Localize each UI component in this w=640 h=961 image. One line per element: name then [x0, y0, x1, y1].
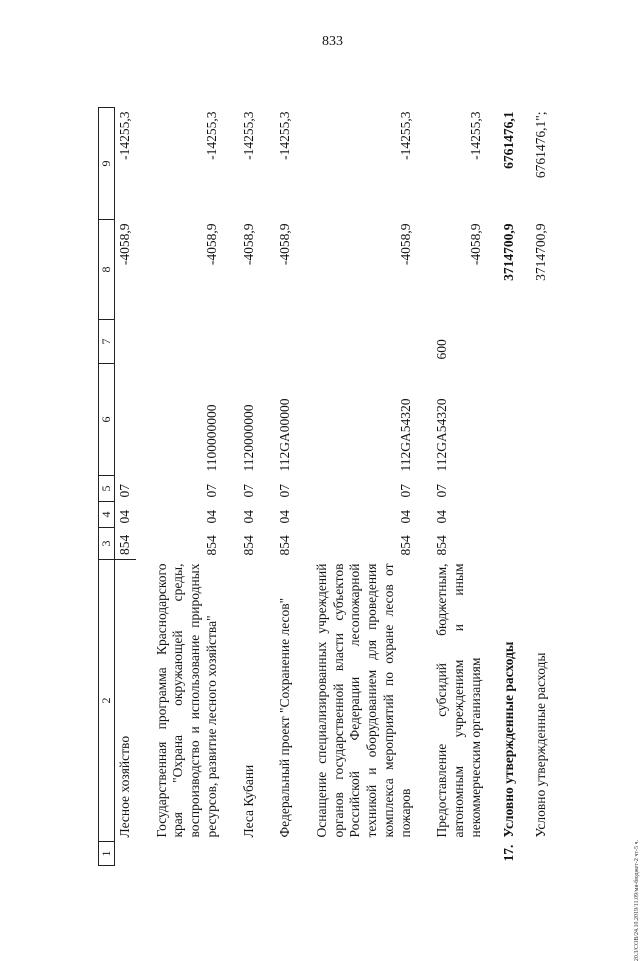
cell-c7	[114, 320, 135, 364]
table-row	[312, 108, 416, 866]
cell-c8: -4058,9	[203, 223, 219, 266]
cell-c4: 04	[277, 510, 293, 524]
row-name: Федеральный проект "Сохранение лесов"	[277, 597, 293, 838]
cell-c5: 07	[277, 484, 293, 498]
cell-c3: 854	[203, 535, 219, 556]
row-name: Предоставление субсидий бюджетным, автономным учреждениям и иным некоммерческим организациям	[434, 563, 483, 838]
page-number: 833	[322, 34, 343, 49]
cell-c7	[239, 320, 260, 364]
row-name: Условно утвержденные расходы	[533, 652, 549, 838]
cell-c5	[531, 476, 552, 502]
table-row	[239, 108, 260, 866]
cell-c4: 04	[397, 510, 413, 524]
cell-c8: -4058,9	[467, 223, 483, 266]
cell-c9: 6761476,1	[500, 111, 516, 169]
cell-c8: -4058,9	[397, 223, 413, 266]
cell-c3: 854	[240, 535, 256, 556]
cell-c6: 112GA00000	[277, 398, 293, 472]
cell-c8: -4058,9	[240, 223, 256, 266]
cell-c3: 854	[114, 528, 135, 560]
cell-c3	[531, 528, 552, 560]
cell-c9: -14255,3	[277, 111, 293, 160]
row-number	[239, 842, 260, 866]
cell-c6: 112GA54320	[434, 398, 450, 472]
row-name: Условно утвержденные расходы	[500, 641, 516, 838]
header-cell: 2	[99, 560, 115, 842]
header-cell: 6	[99, 364, 115, 476]
table-row	[531, 108, 552, 866]
cell-c8: 3714700,9	[500, 223, 516, 281]
cell-c4: 04	[434, 510, 450, 524]
cell-c6	[531, 364, 552, 476]
header-cell: 8	[99, 220, 115, 320]
cell-c3: 854	[434, 535, 450, 556]
cell-c5: 07	[434, 484, 450, 498]
footer-code: 20.3/СОВ/24.10.2019/11.09/мя-бюджет-2 чт-5 ч.	[634, 840, 640, 961]
table-row	[152, 108, 223, 866]
cell-c4	[499, 502, 520, 528]
row-number	[531, 842, 552, 866]
budget-table	[98, 107, 552, 866]
row-number	[432, 842, 486, 866]
cell-c8: -4058,9	[277, 223, 293, 266]
row-name: Леса Кубани	[240, 764, 256, 838]
cell-c4	[531, 502, 552, 528]
cell-c7	[312, 320, 416, 364]
table-row	[275, 108, 296, 866]
cell-c5: 07	[203, 484, 219, 498]
cell-c5: 07	[397, 484, 413, 498]
cell-c9: -14255,3	[240, 111, 256, 160]
header-cell: 4	[99, 502, 115, 528]
header-cell: 5	[99, 476, 115, 502]
header-cell: 7	[99, 320, 115, 364]
cell-c5: 07	[240, 484, 256, 498]
cell-c7	[275, 320, 296, 364]
cell-c6: 1100000000	[203, 404, 219, 472]
row-name: Оснащение специализированных учреждений органов государственной власти субъектов Российской Федерации лесопожарной техникой и оборудованием для проведения комплекса мероприятий по охране лесов от пожаров	[314, 563, 413, 838]
table-header-row	[99, 108, 115, 866]
cell-c3: 854	[397, 535, 413, 556]
cell-c6: 112GA54320	[397, 398, 413, 472]
cell-c9: -14255,3	[116, 111, 132, 160]
cell-c8: -4058,9	[116, 223, 132, 266]
header-cell: 9	[99, 108, 115, 220]
cell-c7	[531, 320, 552, 364]
cell-c3	[499, 528, 520, 560]
row-number	[114, 842, 135, 866]
cell-c5	[499, 476, 520, 502]
header-cell: 3	[99, 528, 115, 560]
cell-c6	[114, 364, 135, 476]
cell-c7: 600	[434, 339, 450, 360]
cell-c9: 6761476,1";	[533, 111, 549, 179]
rotated-table-area	[98, 106, 618, 866]
cell-c9: -14255,3	[397, 111, 413, 160]
row-number: 17.	[500, 844, 516, 862]
cell-c4: 04	[240, 510, 256, 524]
row-number	[152, 842, 223, 866]
cell-c7	[499, 320, 520, 364]
cell-c9: -14255,3	[467, 111, 483, 160]
cell-c5: 07	[116, 484, 132, 498]
cell-c6	[499, 364, 520, 476]
table-row	[432, 108, 486, 866]
row-name: Лесное хозяйство	[116, 735, 132, 838]
cell-c6: 1120000000	[240, 404, 256, 472]
row-name: Государственная программа Краснодарского края "Охрана окружающей среды, воспроизводство и использование природных ресурсов, развитие лесного хозяйства"	[153, 563, 219, 838]
cell-c9: -14255,3	[203, 111, 219, 160]
row-number	[312, 842, 416, 866]
cell-c4: 04	[203, 510, 219, 524]
cell-c7	[152, 320, 223, 364]
row-number	[275, 842, 296, 866]
cell-c3: 854	[277, 535, 293, 556]
cell-c8: 3714700,9	[533, 223, 549, 281]
table-row	[114, 108, 135, 866]
header-cell: 1	[99, 842, 115, 866]
cell-c4: 04	[116, 510, 132, 524]
table-row	[499, 108, 520, 866]
